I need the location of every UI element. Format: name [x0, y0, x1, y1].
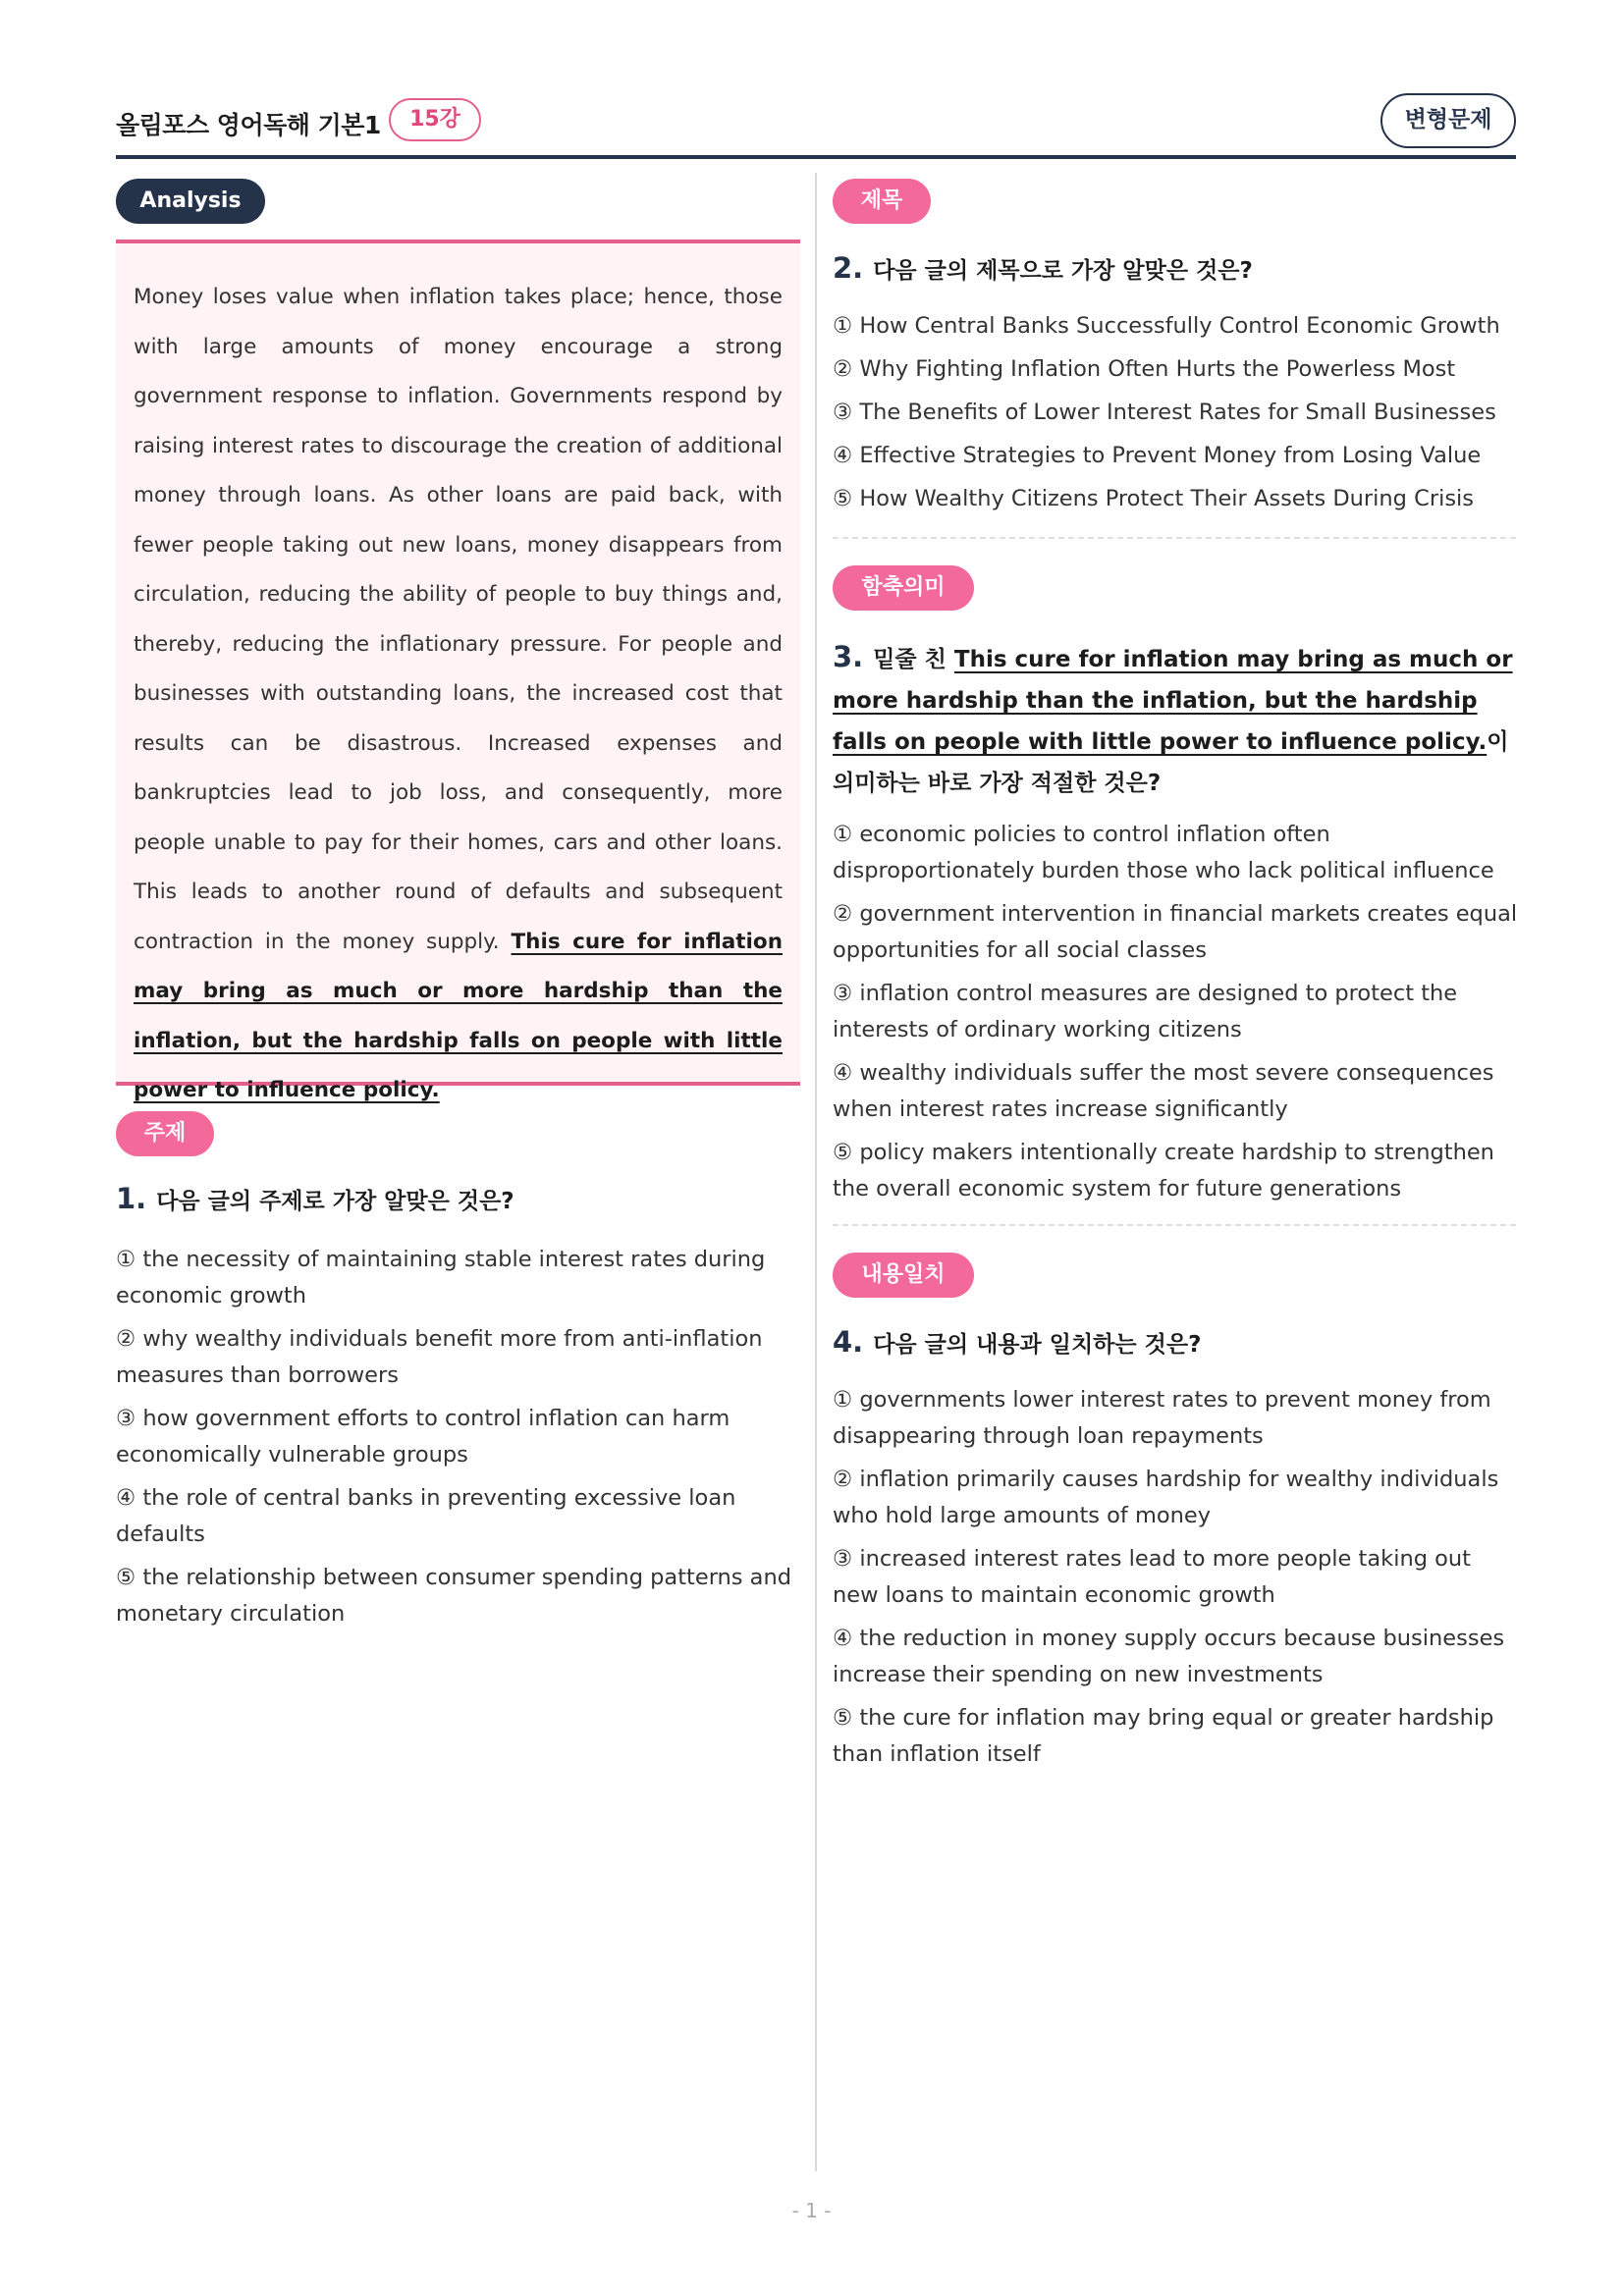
q4-option-2[interactable]: ② inflation primarily causes hardship for wealthy individuals who hold large amounts of money [833, 1467, 1499, 1528]
q2-option-2[interactable]: ② Why Fighting Inflation Often Hurts the Powerless Most [833, 356, 1456, 382]
q3-option-5[interactable]: ⑤ policy makers intentionally create hardship to strengthen the overall economic system for future generations [833, 1140, 1494, 1201]
section-divider [833, 1224, 1516, 1226]
q2-option-4[interactable]: ④ Effective Strategies to Prevent Money from Losing Value [833, 443, 1482, 468]
q3-prompt-after: 이 의미하는 바로 가장 적절한 것은? [833, 729, 1509, 796]
q1-option-5[interactable]: ⑤ the relationship between consumer spending patterns and monetary circulation [116, 1565, 792, 1627]
q1-option-2[interactable]: ② why wealthy individuals benefit more from anti-inflation measures than borrowers [116, 1326, 763, 1388]
q3-option-3[interactable]: ③ inflation control measures are designed to protect the interests of ordinary working citizens [833, 981, 1458, 1042]
q3-prompt-before: 밑줄 친 [873, 647, 954, 672]
q4-prompt: 다음 글의 내용과 일치하는 것은? [873, 1332, 1202, 1358]
q2-option-1[interactable]: ① How Central Banks Successfully Control Economic Growth [833, 313, 1500, 339]
q3-option-2[interactable]: ② government intervention in financial markets creates equal opportunities for all social classes [833, 901, 1518, 963]
q2-heading [833, 247, 1520, 292]
analysis-text: Money loses value when inflation takes place; hence, those with large amounts of money encourage a strong government response to inflation. Governments respond by raising interest rates to discourage the creation of additional money through loans. As other loans are paid back, with fewer people taking out new loans, money disappears from circulation, reducing the ability of people to buy things and, thereby, reducing the inflationary pressure. For people and businesses with outstanding loans, the increased cost that results can be disastrous. Increased expenses and bankruptcies lead to job loss, and consequently, more people unable to pay for their homes, cars and other loans. This leads to another round of defaults and subsequent contraction in the money supply. [134, 285, 783, 954]
q1-options [116, 1242, 803, 1639]
q2-prompt: 다음 글의 제목으로 가장 알맞은 것은? [873, 258, 1253, 284]
q3-option-1[interactable]: ① economic policies to control inflation often disproportionately burden those who lack political influence [833, 822, 1494, 883]
page-number: - 1 - [791, 2199, 832, 2222]
q1-prompt: 다음 글의 주제로 가장 알맞은 것은? [156, 1189, 514, 1214]
analysis-underlined-sentence: This cure for inflation may bring as much or more hardship than the inflation, but the hardship falls on people with little power to influence policy. [134, 929, 783, 1102]
q1-option-3[interactable]: ③ how government efforts to control inflation can harm economically vulnerable groups [116, 1406, 730, 1468]
q4-number: 4. [833, 1325, 864, 1359]
q1-heading [116, 1178, 803, 1222]
q4-option-5[interactable]: ⑤ the cure for inflation may bring equal or greater hardship than inflation itself [833, 1705, 1494, 1767]
q4-tag: 내용일치 [833, 1253, 974, 1298]
q3-heading [833, 636, 1520, 804]
analysis-passage [134, 273, 783, 1116]
q1-number: 1. [116, 1182, 147, 1215]
q4-heading [833, 1321, 1520, 1365]
q2-option-5[interactable]: ⑤ How Wealthy Citizens Protect Their Assets During Crisis [833, 486, 1475, 511]
q3-tag: 함축의미 [833, 565, 974, 611]
q2-options [833, 308, 1520, 524]
q2-number: 2. [833, 251, 864, 285]
q1-option-4[interactable]: ④ the role of central banks in preventing excessive loan defaults [116, 1485, 736, 1547]
page-header [116, 96, 1516, 159]
book-title: 올림포스 영어독해 기본1 [116, 111, 381, 139]
analysis-passage-box [116, 240, 800, 1102]
q3-option-4[interactable]: ④ wealthy individuals suffer the most severe consequences when interest rates increase significantly [833, 1060, 1494, 1122]
q3-options [833, 817, 1520, 1214]
variant-badge: 변형문제 [1380, 93, 1516, 148]
q2-option-3[interactable]: ③ The Benefits of Lower Interest Rates for Small Businesses [833, 400, 1496, 425]
q4-option-1[interactable]: ① governments lower interest rates to prevent money from disappearing through loan repayments [833, 1387, 1491, 1449]
q1-tag: 주제 [116, 1111, 214, 1156]
q1-option-1[interactable]: ① the necessity of maintaining stable interest rates during economic growth [116, 1247, 766, 1308]
q3-underlined-phrase: This cure for inflation may bring as much or more hardship than the inflation, but the hardship falls on people with little power to influence policy. [833, 647, 1513, 755]
q4-option-3[interactable]: ③ increased interest rates lead to more people taking out new loans to maintain economic growth [833, 1546, 1471, 1608]
section-divider [833, 537, 1516, 539]
q2-tag: 제목 [833, 179, 931, 224]
column-divider [815, 173, 817, 2171]
q4-option-4[interactable]: ④ the reduction in money supply occurs because businesses increase their spending on new investments [833, 1626, 1505, 1687]
q4-options [833, 1382, 1520, 1780]
q3-number: 3. [833, 640, 864, 673]
analysis-label: Analysis [116, 179, 265, 224]
lesson-badge: 15강 [389, 98, 481, 141]
